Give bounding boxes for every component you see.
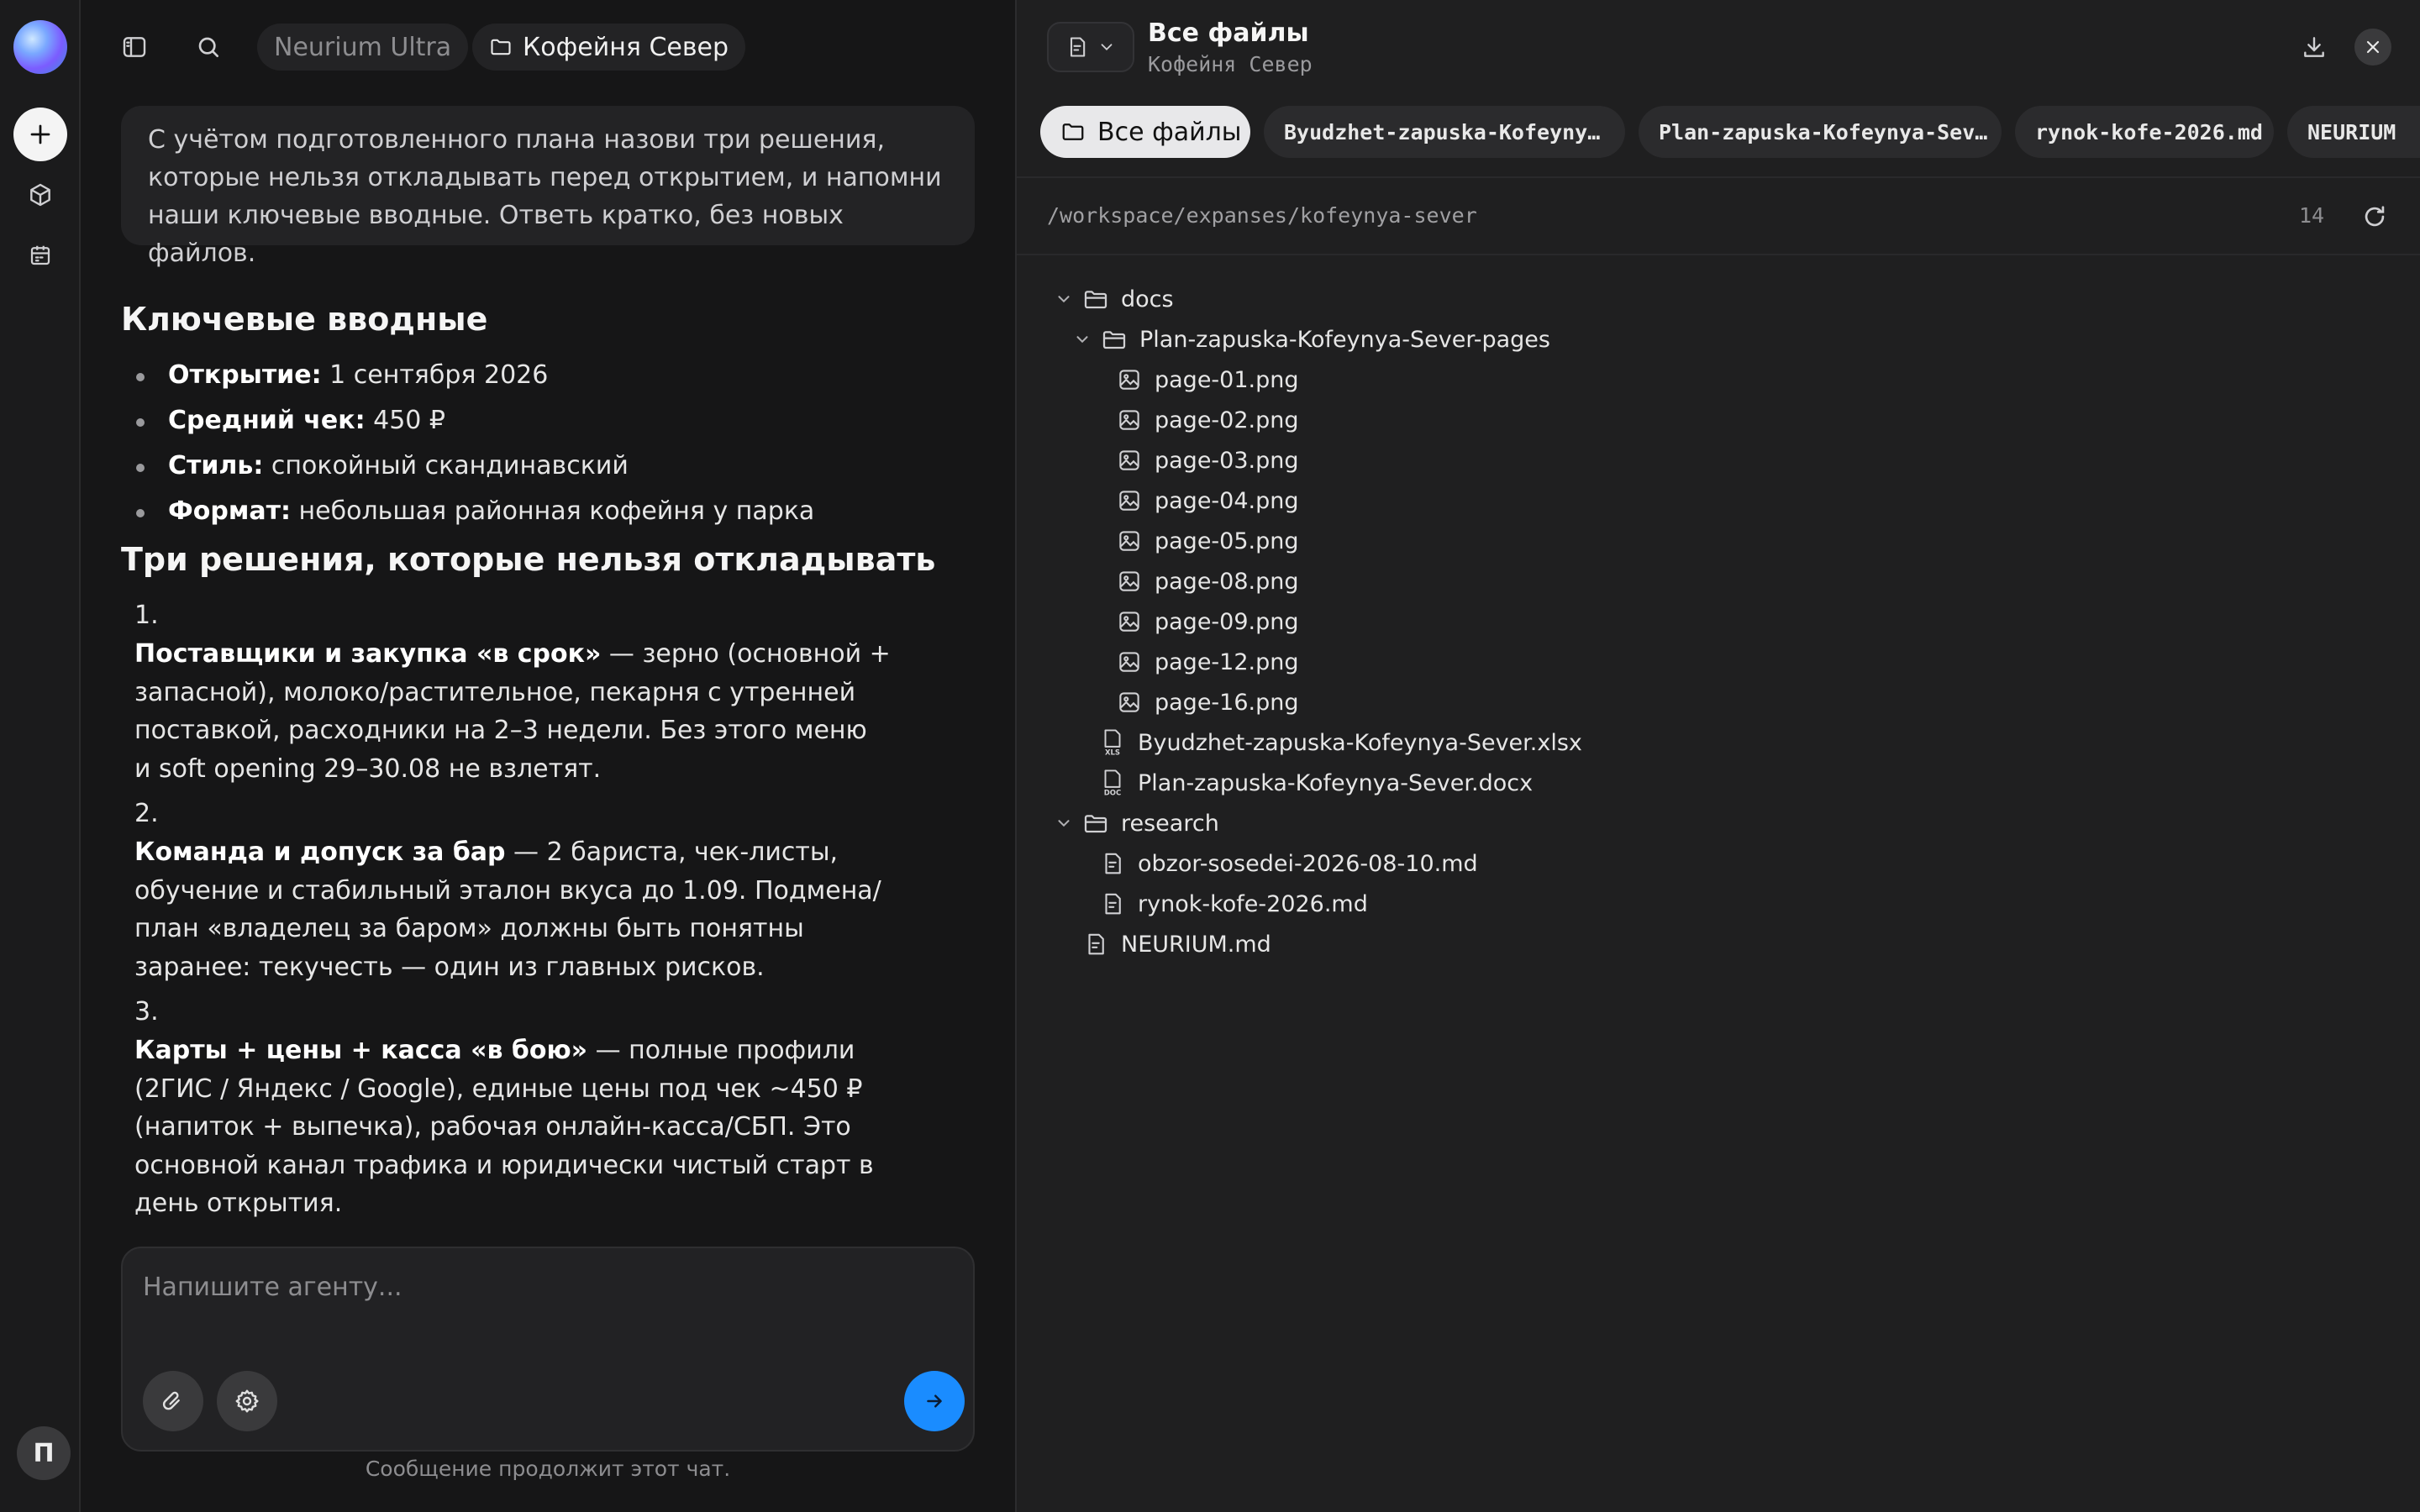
image-file-icon [1116, 527, 1143, 555]
projects-button[interactable] [24, 178, 57, 212]
model-selector[interactable] [257, 24, 468, 71]
tab-label: Byudzhet-zapuska-Kofeyny… [1284, 119, 1601, 144]
tab-file[interactable] [2015, 106, 2274, 158]
tree-file-row[interactable] [1116, 440, 1299, 480]
markdown-file-icon [1082, 930, 1109, 958]
tree-file-row[interactable] [1099, 884, 1368, 924]
close-icon [2363, 37, 2383, 57]
inputs-list [121, 353, 975, 534]
user-message [121, 106, 975, 268]
file-tabs [1040, 106, 2420, 161]
list-item-value: спокойный скандинавский [263, 451, 629, 480]
tab-label: Все файлы [1097, 117, 1242, 147]
path-bar [1017, 176, 2420, 255]
list-item-label: Формат: [168, 496, 291, 526]
tree-file-row[interactable] [1116, 480, 1299, 521]
tree-item-name: page-16.png [1155, 689, 1299, 716]
tree-item-name: page-03.png [1155, 447, 1299, 474]
decision-number: 2. [134, 799, 159, 828]
close-button[interactable] [2354, 29, 2391, 66]
view-selector[interactable] [1047, 22, 1134, 72]
refresh-button[interactable] [2358, 200, 2391, 234]
tree-item-name: docs [1121, 286, 1174, 312]
tree-item-name: page-05.png [1155, 528, 1299, 554]
decision-title: Карты + цены + касса «в бою» [134, 1036, 588, 1065]
folder-icon [1082, 809, 1109, 837]
tree-item-name: page-04.png [1155, 487, 1299, 514]
list-item-value: 1 сентября 2026 [321, 360, 549, 390]
folder-icon [489, 35, 513, 59]
tree-item-name: research [1121, 810, 1219, 837]
project-selector[interactable] [472, 24, 745, 71]
gear-icon [234, 1388, 260, 1415]
chevron-down-icon[interactable] [1052, 814, 1076, 832]
tree-file-row[interactable] [1116, 521, 1299, 561]
document-file-icon [1099, 769, 1126, 797]
model-name: Neurium Ultra [274, 32, 452, 62]
chevron-down-icon[interactable] [1071, 330, 1094, 349]
tree-folder-row[interactable] [1071, 319, 1550, 360]
tree-file-row[interactable] [1099, 722, 1582, 763]
refresh-icon [2360, 202, 2389, 231]
list-item [121, 489, 975, 534]
list-item-label: Открытие: [168, 360, 322, 390]
tree-folder-row[interactable] [1052, 279, 1174, 319]
spreadsheet-file-icon [1099, 728, 1126, 757]
markdown-file-icon [1099, 890, 1126, 918]
decisions-list [121, 596, 975, 1223]
image-file-icon [1116, 567, 1143, 596]
tree-folder-row[interactable] [1052, 803, 1219, 843]
image-file-icon [1116, 648, 1143, 676]
tree-item-name: Plan-zapuska-Kofeynya-Sever-pages [1139, 326, 1550, 353]
chevron-down-icon [1097, 38, 1116, 56]
tab-label: Plan-zapuska-Kofeynya-Sev… [1659, 119, 1988, 144]
tree-item-name: page-08.png [1155, 568, 1299, 595]
tree-file-row[interactable] [1116, 601, 1299, 642]
tree-item-name: page-01.png [1155, 366, 1299, 393]
tab-label: rynok-kofe-2026.md [2035, 119, 2263, 144]
decision-text: — 2 бариста, чек-листы, обучение и стабильный эталон вкуса до 1.09. Подмена/план «владелец за баром» должны быть понятны заранее: текучесть — один из главных рисков. [134, 837, 881, 982]
decision-title: Команда и допуск за бар [134, 837, 506, 867]
current-path: /workspace/expanses/kofeynya-sever [1047, 203, 1477, 228]
tab-file[interactable] [2287, 106, 2420, 158]
arrow-right-icon [922, 1389, 947, 1414]
attach-button[interactable] [143, 1371, 203, 1431]
list-item-label: Средний чек: [168, 406, 366, 435]
paperclip-icon [160, 1388, 187, 1415]
project-name: Кофейня Север [523, 32, 729, 62]
plus-icon [28, 122, 53, 147]
folder-icon [1101, 325, 1128, 354]
tab-file[interactable] [1264, 106, 1625, 158]
files-title: Все файлы [1148, 18, 1309, 48]
image-file-icon [1116, 446, 1143, 475]
tree-file-row[interactable] [1082, 924, 1271, 964]
composer-hint: Сообщение продолжит этот чат. [365, 1457, 731, 1481]
markdown-file-icon [1099, 849, 1126, 878]
decision-item [134, 1032, 891, 1223]
download-icon [2301, 34, 2328, 60]
image-file-icon [1116, 688, 1143, 717]
tree-file-row[interactable] [1099, 763, 1533, 803]
search-icon [195, 34, 222, 60]
decision-item [134, 833, 891, 986]
svg-text:DOC: DOC [1103, 789, 1122, 797]
decision-title: Поставщики и закупка «в срок» [134, 639, 602, 669]
image-file-icon [1116, 365, 1143, 394]
download-button[interactable] [2296, 29, 2333, 66]
tree-item-name: Byudzhet-zapuska-Kofeynya-Sever.xlsx [1138, 729, 1582, 756]
tree-file-row[interactable] [1116, 682, 1299, 722]
decision-text: — зерно (основной + запасной), молоко/растительное, пекарня с утренней поставкой, расходники на 2–3 недели. Без этого меню и soft opening 29–30.08 не взлетят. [134, 639, 891, 784]
list-item [121, 398, 975, 444]
tree-item-name: obzor-sosedei-2026-08-10.md [1138, 850, 1478, 877]
chevron-down-icon[interactable] [1052, 290, 1076, 308]
tree-file-row[interactable] [1116, 400, 1299, 440]
tree-item-name: NEURIUM.md [1121, 931, 1271, 958]
image-file-icon [1116, 406, 1143, 434]
tab-file[interactable] [1639, 106, 2002, 158]
list-item-value: небольшая районная кофейня у парка [291, 496, 815, 526]
files-subtitle: Кофейня Север [1148, 52, 1313, 76]
decision-text: — полные профили (2ГИС / Яндекс / Google), единые цены под чек ~450 ₽ (напиток + выпечка), рабочая онлайн-касса/СБП. Это основной канал трафика и юридически чистый старт в день открытия. [134, 1036, 874, 1218]
app-logo[interactable] [13, 20, 67, 74]
tab-label: NEURIUM [2307, 119, 2396, 144]
folder-icon [1060, 119, 1086, 144]
tree-item-name: page-09.png [1155, 608, 1299, 635]
list-item [121, 444, 975, 489]
file-icon [1065, 35, 1089, 59]
tree-file-row[interactable] [1116, 561, 1299, 601]
decision-item [134, 635, 891, 788]
section-title-inputs: Ключевые вводные [121, 301, 488, 338]
assistant-answer [121, 294, 975, 1223]
list-item [121, 353, 975, 398]
user-message-text: С учётом подготовленного плана назови три решения, которые нельзя откладывать перед открытием, и напомни наши ключевые вводные. Ответь кратко, без новых файлов. [148, 125, 942, 268]
list-item-label: Стиль: [168, 451, 264, 480]
calendar-icon [28, 243, 53, 268]
svg-text:XLS: XLS [1104, 748, 1121, 757]
tree-file-row[interactable] [1116, 360, 1299, 400]
decision-number: 1. [134, 601, 159, 630]
tree-item-name: rynok-kofe-2026.md [1138, 890, 1368, 917]
chat-pane [81, 0, 1015, 1512]
folder-icon [1082, 285, 1109, 313]
section-title-decisions: Три решения, которые нельзя откладывать [121, 541, 936, 578]
message-input[interactable] [143, 1262, 950, 1312]
box-icon [27, 181, 54, 208]
tree-item-name: page-02.png [1155, 407, 1299, 433]
search-button[interactable] [192, 30, 225, 64]
tree-file-row[interactable] [1099, 843, 1478, 884]
image-file-icon [1116, 486, 1143, 515]
calendar-button[interactable] [24, 239, 57, 272]
sidebar-icon [121, 34, 148, 60]
files-header [1017, 0, 2420, 94]
new-chat-button[interactable] [13, 108, 67, 161]
chat-topbar [81, 0, 1015, 94]
left-rail [0, 0, 81, 1512]
message-composer [121, 1247, 975, 1452]
files-pane [1015, 0, 2420, 1512]
file-count: 14 [2299, 203, 2325, 228]
tree-item-name: page-12.png [1155, 648, 1299, 675]
send-button[interactable] [904, 1371, 965, 1431]
tree-item-name: Plan-zapuska-Kofeynya-Sever.docx [1138, 769, 1534, 796]
tab-all-files[interactable] [1040, 106, 1250, 158]
tree-file-row[interactable] [1116, 642, 1299, 682]
user-avatar[interactable]: П [17, 1426, 71, 1480]
decision-number: 3. [134, 997, 159, 1026]
settings-button[interactable] [217, 1371, 277, 1431]
list-item-value: 450 ₽ [365, 406, 446, 435]
image-file-icon [1116, 607, 1143, 636]
toggle-sidebar-button[interactable] [118, 30, 151, 64]
